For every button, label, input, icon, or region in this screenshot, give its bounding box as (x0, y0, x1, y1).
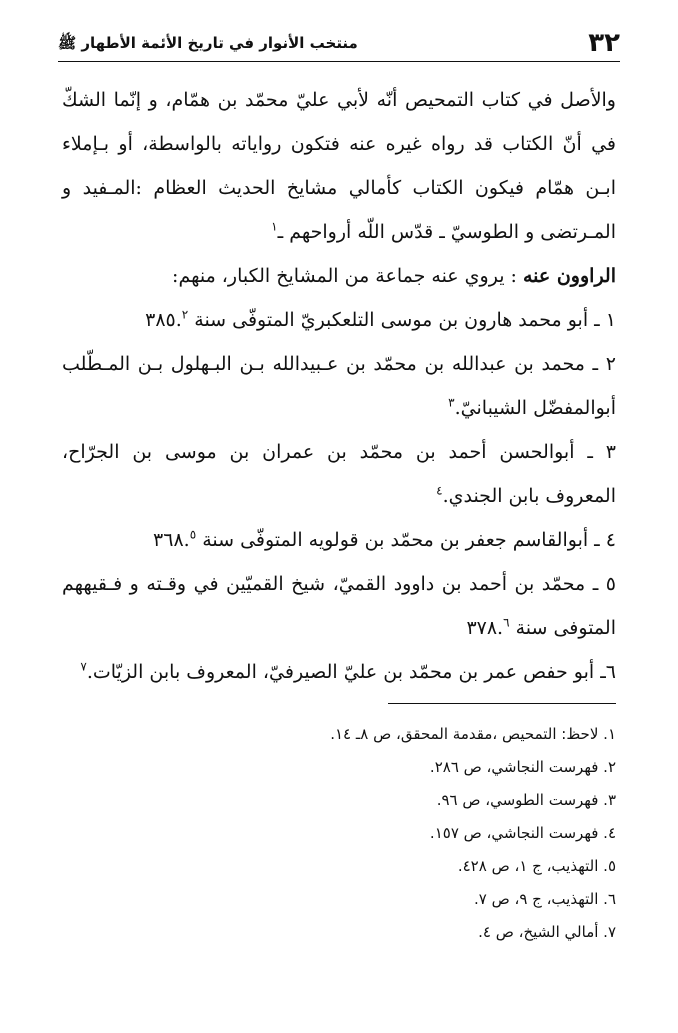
footnote: ٤. فهرست النجاشي، ص ١٥٧. (429, 824, 616, 842)
note-ref[interactable]: ٦ (503, 615, 510, 630)
footnote: ٦. التهذيب، ج ٩، ص ٧. (473, 890, 616, 908)
list-item (62, 650, 616, 694)
footnote: ٣. فهرست الطوسي، ص ٩٦. (436, 791, 616, 809)
list-item (62, 430, 616, 518)
narrator-text: ٣ ـ أبوالحسن أحمد بن محمّد بن عمران بن موسى بن الجرّاح، المعروف بابن الجندي. (62, 441, 616, 507)
list-item (62, 298, 616, 342)
narrator-text: ٥ ـ محمّد بن أحمد بن داوود القميّ، شيخ القميّين في وقـته و فـقيههم المتوفى سنة ٣٧٨. (62, 573, 616, 639)
note-ref[interactable]: ٣ (448, 395, 455, 410)
intro-text: والأصل في كتاب التمحيص أنّه لأبي عليّ محمّد بن همّام، و إنّما الشكّ في أنّ الكتاب قد رواه غيره عنه فتكون رواياته بالواسطة، أو بـإملاء ابـن همّام فيكون الكتاب كأمالي مشايخ الحديث العظام :المـفيد و المـرتضى و الطوسيّ ـ قدّس اللّه أرواحهم ـ (62, 89, 616, 243)
intro-paragraph (62, 78, 616, 254)
running-title: منتخب الأنوار في تاريخ الأئمة الأطهار ﷺ (58, 34, 358, 52)
list-item (62, 342, 616, 430)
page-number: ٣٢ (588, 28, 620, 58)
footnote: ٥. التهذيب، ج ١، ص ٤٢٨. (457, 857, 616, 875)
narrator-text: ٤ ـ أبوالقاسم جعفر بن محمّد بن قولويه المتوفّى سنة ٣٦٨. (153, 529, 616, 551)
narrator-text: ١ ـ أبو محمد هارون بن موسى التلعكبريّ المتوفّى سنة ٣٨٥. (145, 309, 616, 331)
note-ref[interactable]: ٧ (80, 659, 87, 674)
list-item (62, 562, 616, 650)
main-text (62, 78, 616, 694)
note-ref[interactable]: ٢ (181, 307, 189, 322)
list-item (62, 518, 616, 562)
note-ref[interactable]: ٥ (189, 527, 197, 542)
footnote: ٢. فهرست النجاشي، ص ٢٨٦. (429, 758, 616, 776)
narrators-intro: : يروي عنه جماعة من المشايخ الكبار، منهم: (172, 265, 517, 287)
note-ref[interactable]: ٤ (436, 483, 443, 498)
page-header (58, 26, 620, 60)
narrator-text: ٦ـ أبو حفص عمر بن محمّد بن عليّ الصيرفيّ، المعروف بابن الزيّات. (86, 661, 616, 683)
note-ref[interactable]: ١ (271, 219, 278, 234)
narrator-text: ٢ ـ محمد بن عبدالله بن محمّد بن عـبيدالله بـن البـهلول بـن المـطّلب أبوالمفضّل الشيبانيّ. (62, 353, 616, 419)
footnote-divider (388, 703, 616, 704)
footnotes (62, 718, 616, 949)
narrators-heading (62, 254, 616, 298)
header-divider (58, 61, 620, 62)
footnote: ١. لاحظ: التمحيص ،مقدمة المحقق، ص ٨ـ ١٤. (330, 725, 616, 743)
narrators-label: الراوون عنه (522, 265, 616, 287)
footnote: ٧. أمالي الشيخ، ص ٤. (478, 923, 616, 941)
